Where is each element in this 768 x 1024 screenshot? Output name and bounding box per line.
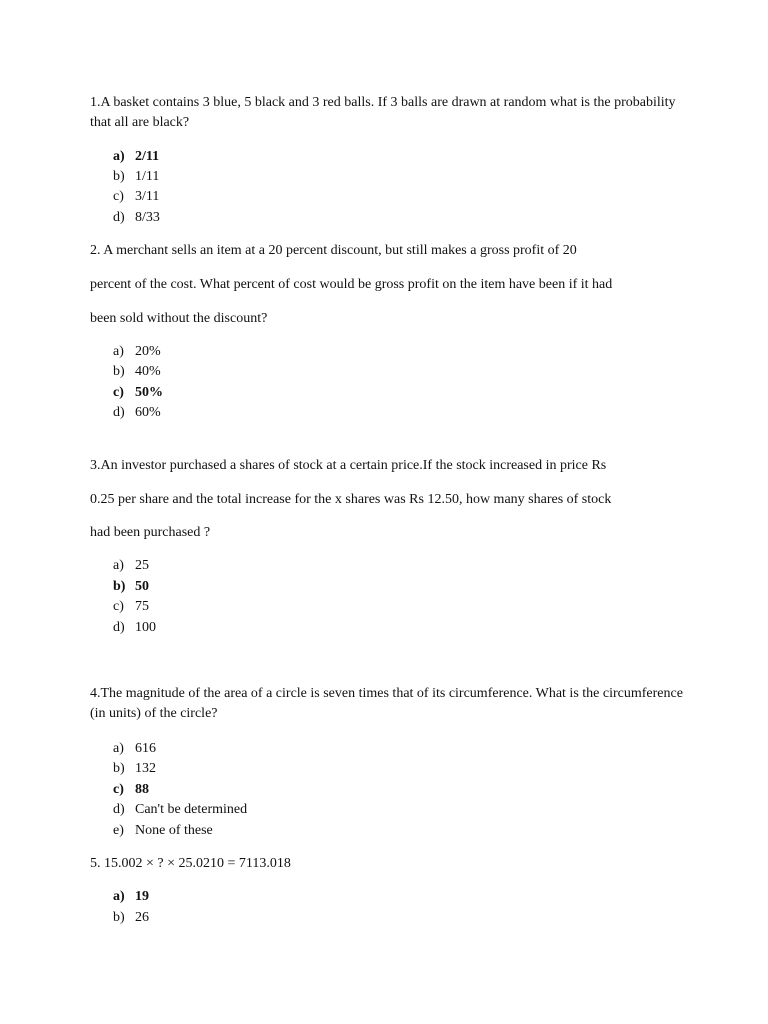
q1-option-c: c) 3/11	[113, 189, 160, 204]
q2-option-d: d) 60%	[113, 405, 161, 420]
q5-option-a: a) 19	[113, 889, 149, 904]
question-4-text: 4.The magnitude of the area of a circle is seven times that of its circumference. What is the circumference (in units) of the circle?	[90, 686, 683, 721]
question-1-text: 1.A basket contains 3 blue, 5 black and 3 red balls. If 3 balls are drawn at random what is the probability that all are black?	[90, 95, 676, 130]
q4-option-a: a) 616	[113, 741, 156, 756]
q4-option-c: c) 88	[113, 782, 149, 797]
question-5-text: 5. 15.002 × ? × 25.0210 = 7113.018	[90, 856, 291, 871]
q1-option-a: a) 2/11	[113, 149, 160, 164]
q3-option-d: d) 100	[113, 620, 156, 635]
q4-option-d: d) Can't be determined	[113, 802, 248, 817]
q5-option-b: b) 26	[113, 910, 149, 925]
q3-option-b: b) 50	[113, 579, 149, 594]
q2-option-c: c) 50%	[113, 385, 163, 400]
q4-option-e: e) None of these	[113, 823, 213, 838]
q2-option-b: b) 40%	[113, 364, 161, 379]
q4-option-b: b) 132	[113, 761, 156, 776]
question-2-line-3: been sold without the discount?	[90, 311, 268, 326]
q1-option-d: d) 8/33	[113, 210, 160, 225]
q2-option-a: a) 20%	[113, 344, 161, 359]
question-2-line-2: percent of the cost. What percent of cost would be gross profit on the item have been if it had	[90, 277, 613, 292]
q1-option-b: b) 1/11	[113, 169, 160, 184]
question-3-line-2: 0.25 per share and the total increase for the x shares was Rs 12.50, how many shares of stock	[90, 492, 612, 507]
question-2-line-1: 2. A merchant sells an item at a 20 percent discount, but still makes a gross profit of 20	[90, 243, 577, 258]
q3-option-a: a) 25	[113, 558, 149, 573]
question-3-line-1: 3.An investor purchased a shares of stock at a certain price.If the stock increased in price Rs	[90, 458, 607, 473]
q3-option-c: c) 75	[113, 599, 149, 614]
question-3-line-3: had been purchased ?	[90, 525, 211, 540]
